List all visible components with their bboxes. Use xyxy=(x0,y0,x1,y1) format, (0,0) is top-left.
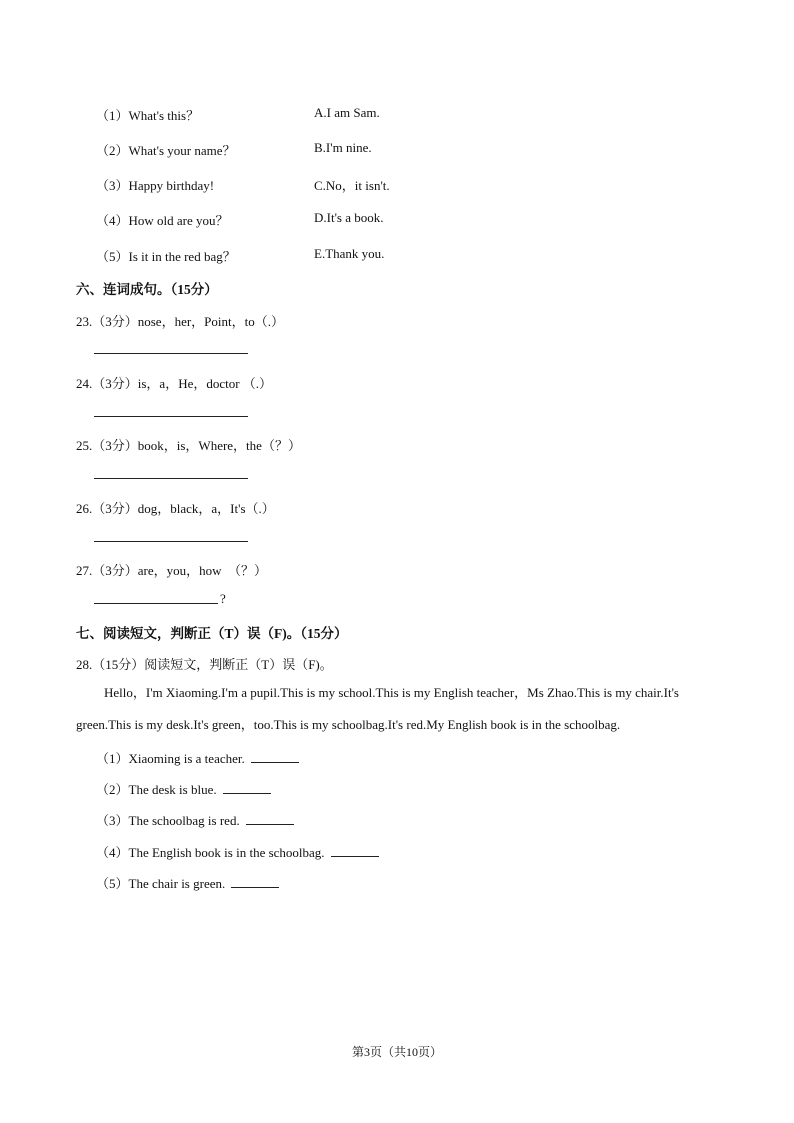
tf-statement-5-text: （5）The chair is green. xyxy=(96,876,226,891)
tf-answer-blank-2[interactable] xyxy=(223,781,271,794)
question-28: 28.（15分）阅读短文，判断正（T）误（F)。 xyxy=(76,657,333,672)
tf-statement-2-text: （2）The desk is blue. xyxy=(96,782,217,797)
tf-statement-4 xyxy=(96,842,379,861)
tf-statement-1 xyxy=(96,748,299,767)
tf-statement-3-text: （3）The schoolbag is red. xyxy=(96,813,240,828)
answer-line-27[interactable] xyxy=(94,603,218,604)
question-24: 24.（3分）is，a，He，doctor （.） xyxy=(76,376,273,391)
match-question-5: （5）Is it in the red bag？ xyxy=(96,249,236,264)
tf-answer-blank-1[interactable] xyxy=(251,750,299,763)
question-23: 23.（3分）nose，her，Point，to（.） xyxy=(76,314,284,329)
question-27: 27.（3分）are，you，how （？） xyxy=(76,563,268,578)
answer-line-26[interactable] xyxy=(94,541,248,542)
match-question-3: （3）Happy birthday! xyxy=(96,178,215,193)
question-25: 25.（3分）book，is，Where，the（？） xyxy=(76,438,301,453)
tf-answer-blank-4[interactable] xyxy=(331,844,379,857)
tf-statement-5 xyxy=(96,873,279,892)
match-question-2: （2）What's your name？ xyxy=(96,143,236,158)
answer-line-23[interactable] xyxy=(94,353,248,354)
match-question-4: （4）How old are you？ xyxy=(96,213,229,228)
match-question-1: （1）What's this？ xyxy=(96,108,200,123)
tf-statement-1-text: （1）Xiaoming is a teacher. xyxy=(96,751,245,766)
reading-passage xyxy=(76,677,726,741)
tf-statement-2 xyxy=(96,779,271,798)
match-answer-c: C.No，it isn't. xyxy=(314,178,390,193)
question-26: 26.（3分）dog，black，a，It's（.） xyxy=(76,501,275,516)
answer-line-25[interactable] xyxy=(94,478,248,479)
match-answer-d: D.It's a book. xyxy=(314,210,384,225)
match-answer-a: A.I am Sam. xyxy=(314,105,380,120)
answer-line-24[interactable] xyxy=(94,416,248,417)
tf-statement-4-text: （4）The English book is in the schoolbag. xyxy=(96,845,325,860)
reading-passage-text: Hello，I'm Xiaoming.I'm a pupil.This is my school.This is my English teacher，Ms Zhao.This is my chair.It's green.This is my desk.It's green，too.This is my schoolbag.It's red.My English book is in the schoolbag. xyxy=(76,685,679,732)
tf-answer-blank-5[interactable] xyxy=(231,875,279,888)
tf-answer-blank-3[interactable] xyxy=(246,812,294,825)
tf-statement-3 xyxy=(96,810,294,829)
match-answer-e: E.Thank you. xyxy=(314,246,385,261)
page-footer: 第3页（共10页） xyxy=(351,1045,442,1059)
question-27-mark: ? xyxy=(220,591,226,606)
section6-title: 六、连词成句。（15分） xyxy=(76,282,218,297)
section7-title: 七、阅读短文，判断正（T）误（F)。（15分） xyxy=(76,626,348,641)
match-answer-b: B.I'm nine. xyxy=(314,140,372,155)
